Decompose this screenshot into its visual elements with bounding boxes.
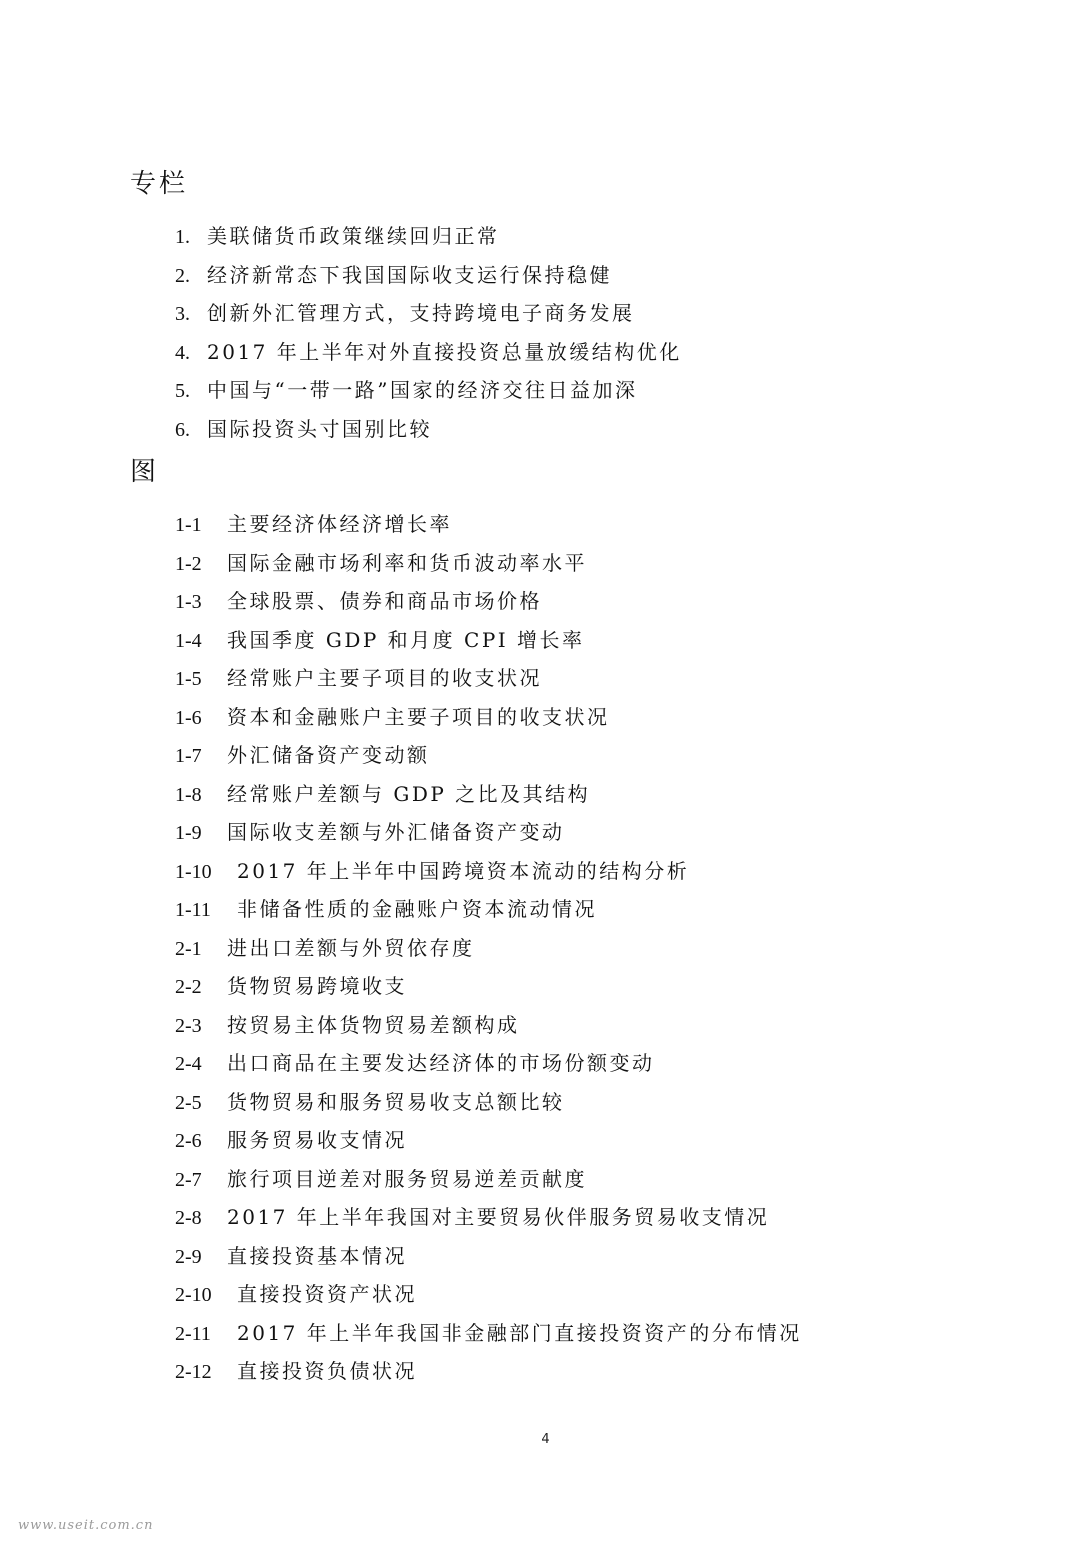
item-number: 2-10 (175, 1284, 212, 1306)
list-item (175, 1123, 802, 1162)
item-title: 全球股票、债券和商品市场价格 (227, 589, 542, 613)
list-item (175, 969, 802, 1008)
item-number: 2-7 (175, 1168, 202, 1191)
item-number: 1-2 (175, 552, 202, 575)
list-item (175, 1316, 802, 1355)
item-number: 1-10 (175, 860, 212, 883)
item-title: 我国季度 GDP 和月度 CPI 增长率 (227, 627, 585, 652)
item-title: 出口商品在主要发达经济体的市场份额变动 (227, 1051, 655, 1075)
item-title: 进出口差额与外贸依存度 (227, 935, 475, 960)
item-number: 1. (175, 226, 190, 248)
list-item (175, 815, 802, 854)
list-item (175, 738, 802, 777)
list-item (175, 546, 802, 585)
list-item (175, 623, 802, 662)
item-number: 1-6 (175, 706, 202, 729)
list-item (175, 1277, 802, 1316)
list-item (175, 584, 802, 623)
list-item (175, 931, 802, 970)
item-title: 主要经济体经济增长率 (227, 512, 452, 536)
item-title: 国际投资头寸国别比较 (207, 416, 432, 441)
figures-list (175, 507, 802, 1393)
item-title: 旅行项目逆差对服务贸易逆差贡献度 (227, 1166, 587, 1191)
item-number: 5. (175, 380, 190, 402)
item-title: 直接投资基本情况 (227, 1243, 407, 1268)
item-title: 中国与“一带一路”国家的经济交往日益加深 (207, 378, 638, 402)
columns-list (175, 219, 682, 450)
item-title: 2017 年上半年我国对主要贸易伙伴服务贸易收支情况 (227, 1205, 770, 1229)
item-title: 2017 年上半年中国跨境资本流动的结构分析 (237, 858, 690, 883)
page-number: 4 (541, 1432, 550, 1447)
watermark: www.useit.com.cn (18, 1518, 154, 1533)
list-item (175, 892, 802, 931)
item-title: 经济新常态下我国国际收支运行保持稳健 (207, 262, 612, 287)
list-item (175, 507, 802, 546)
item-title: 直接投资资产状况 (237, 1282, 417, 1306)
list-item (175, 700, 802, 739)
list-item (175, 373, 682, 412)
item-title: 货物贸易和服务贸易收支总额比较 (227, 1089, 565, 1114)
columns-heading: 专栏 (130, 169, 189, 199)
item-title: 2017 年上半年我国非金融部门直接投资资产的分布情况 (237, 1320, 802, 1345)
list-item (175, 296, 682, 335)
item-number: 2-11 (175, 1322, 211, 1345)
item-number: 6. (175, 418, 190, 441)
item-title: 美联储货币政策继续回归正常 (207, 224, 500, 248)
list-item (175, 1008, 802, 1047)
item-number: 2-12 (175, 1361, 212, 1383)
item-number: 1-4 (175, 629, 202, 652)
item-title: 创新外汇管理方式，支持跨境电子商务发展 (207, 301, 635, 325)
item-title: 国际金融市场利率和货币波动率水平 (227, 550, 587, 575)
item-number: 2-4 (175, 1053, 202, 1075)
item-number: 1-3 (175, 591, 202, 613)
item-title: 经常账户主要子项目的收支状况 (227, 666, 542, 690)
item-number: 2-3 (175, 1014, 202, 1037)
list-item (175, 1354, 802, 1393)
item-title: 货物贸易跨境收支 (227, 974, 407, 998)
item-number: 1-5 (175, 668, 202, 690)
item-number: 1-11 (175, 899, 211, 921)
item-number: 1-1 (175, 514, 202, 536)
item-number: 3. (175, 303, 190, 325)
list-item (175, 219, 682, 258)
list-item (175, 258, 682, 297)
item-title: 经常账户差额与 GDP 之比及其结构 (227, 781, 591, 806)
item-number: 2-5 (175, 1091, 202, 1114)
item-number: 2-2 (175, 976, 202, 998)
item-title: 国际收支差额与外汇储备资产变动 (227, 820, 565, 844)
item-number: 1-8 (175, 783, 202, 806)
list-item (175, 335, 682, 374)
list-item (175, 661, 802, 700)
figures-heading: 图 (130, 457, 160, 487)
list-item (175, 854, 802, 893)
item-number: 2-1 (175, 937, 202, 960)
item-title: 服务贸易收支情况 (227, 1128, 407, 1152)
item-title: 直接投资负债状况 (237, 1359, 417, 1383)
item-number: 2. (175, 264, 190, 287)
item-number: 2-9 (175, 1245, 202, 1268)
item-title: 资本和金融账户主要子项目的收支状况 (227, 704, 610, 729)
item-title: 按贸易主体货物贸易差额构成 (227, 1012, 520, 1037)
list-item (175, 1200, 802, 1239)
item-number: 1-7 (175, 745, 202, 767)
item-number: 2-8 (175, 1207, 202, 1229)
item-title: 外汇储备资产变动额 (227, 743, 430, 767)
item-number: 1-9 (175, 822, 202, 844)
list-item (175, 1046, 802, 1085)
list-item (175, 777, 802, 816)
item-number: 2-6 (175, 1130, 202, 1152)
list-item (175, 1085, 802, 1124)
item-title: 非储备性质的金融账户资本流动情况 (237, 897, 597, 921)
list-item (175, 412, 682, 451)
item-number: 4. (175, 341, 190, 364)
item-title: 2017 年上半年对外直接投资总量放缓结构优化 (207, 339, 682, 364)
list-item (175, 1162, 802, 1201)
list-item (175, 1239, 802, 1278)
